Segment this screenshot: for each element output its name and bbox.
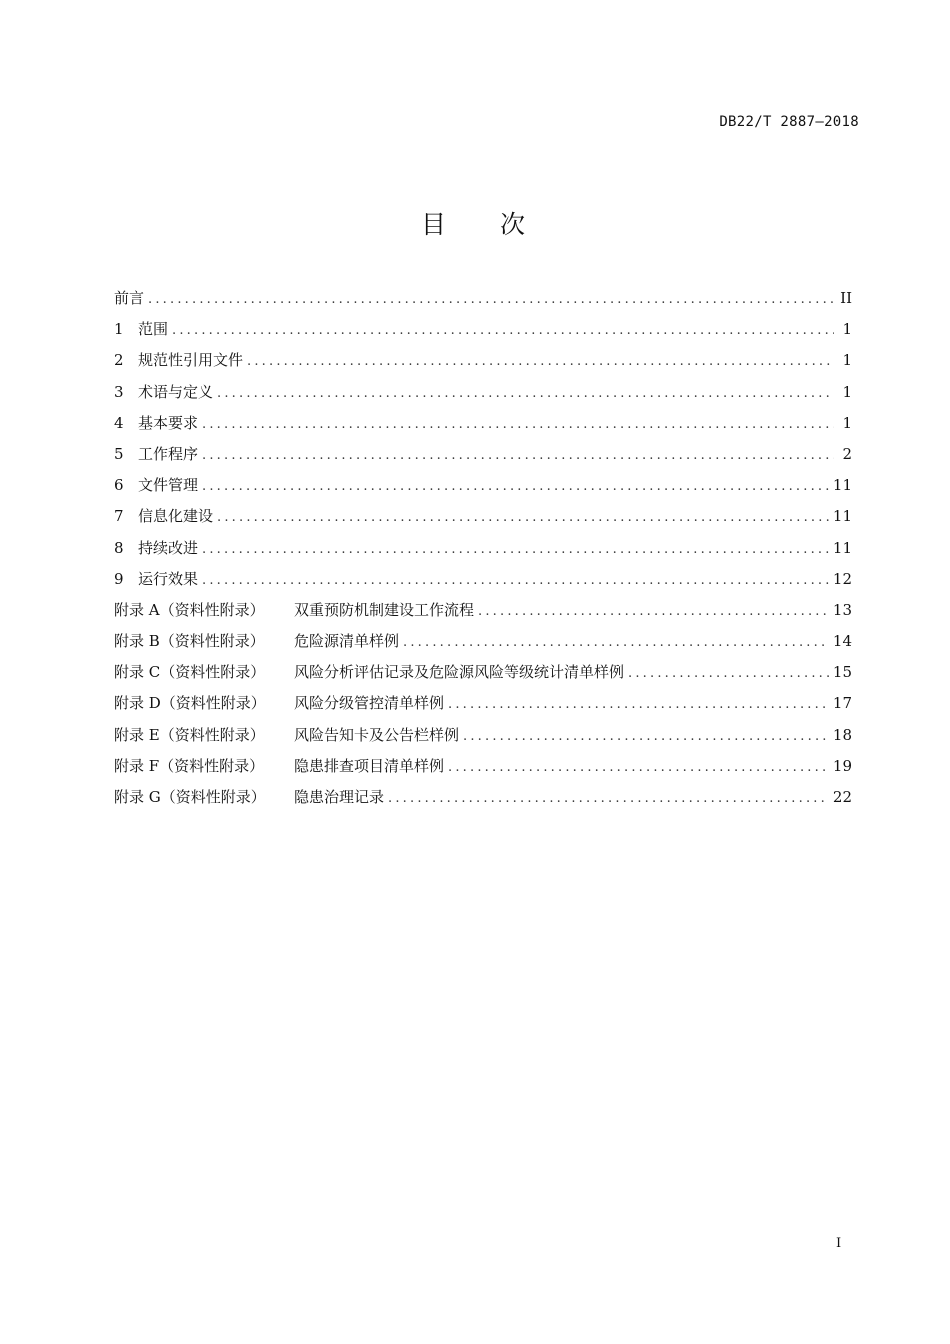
toc-entry-label: 持续改进 <box>138 538 199 557</box>
document-code: DB22/T 2887—2018 <box>719 114 859 130</box>
toc-entry-5[interactable] <box>114 443 852 474</box>
toc-leader-dots <box>202 479 829 494</box>
toc-entry-page: 18 <box>832 725 852 744</box>
toc-leader-dots <box>247 354 834 369</box>
toc-entry-label: 范围 <box>138 320 169 339</box>
toc-appendix-prefix: 附录 C（资料性附录） <box>114 663 266 682</box>
toc-appendix-prefix: 附录 F（资料性附录） <box>114 756 265 775</box>
toc-leader-dots <box>628 666 829 681</box>
toc-entry-page: II <box>840 289 852 307</box>
page-number: I <box>836 1236 842 1251</box>
toc-entry-1[interactable] <box>114 318 852 349</box>
toc-entry-page: 22 <box>832 788 852 806</box>
toc-entry-appendix-c[interactable] <box>114 661 852 692</box>
toc-entry-page: 17 <box>832 694 852 713</box>
toc-entry-page: 1 <box>842 320 852 339</box>
toc-entry-number: 8 <box>114 538 124 557</box>
toc-entry-page: 11 <box>832 507 852 526</box>
toc-entry-page: 1 <box>842 351 852 370</box>
toc-entry-appendix-b[interactable] <box>114 630 852 661</box>
toc-entry-2[interactable] <box>114 349 852 380</box>
toc-entry-page: 11 <box>832 476 852 495</box>
toc-entry-label: 双重预防机制建设工作流程 <box>294 600 475 619</box>
toc-entry-label: 前言 <box>114 289 145 307</box>
toc-entry-label: 隐患排查项目清单样例 <box>294 756 445 775</box>
toc-leader-dots <box>202 417 834 432</box>
toc-entry-page: 2 <box>842 444 852 463</box>
toc-entry-label: 术语与定义 <box>138 382 214 401</box>
toc-entry-number: 6 <box>114 476 124 495</box>
toc-entry-number: 9 <box>114 569 124 588</box>
toc-entry-appendix-g[interactable] <box>114 786 852 817</box>
toc-entry-foreword[interactable] <box>114 287 852 318</box>
toc-entry-appendix-a[interactable] <box>114 599 852 630</box>
toc-entry-number: 7 <box>114 507 124 526</box>
toc-leader-dots <box>448 760 829 775</box>
toc-entry-label: 隐患治理记录 <box>294 788 385 806</box>
toc-entry-page: 19 <box>832 756 852 775</box>
toc-leader-dots <box>463 729 829 744</box>
toc-entry-appendix-d[interactable] <box>114 692 852 723</box>
toc-leader-dots <box>478 604 829 619</box>
toc-leader-dots <box>217 386 834 401</box>
toc-entry-3[interactable] <box>114 381 852 412</box>
toc-entry-page: 1 <box>842 382 852 401</box>
toc-leader-dots <box>388 791 829 806</box>
toc-appendix-prefix: 附录 A（资料性附录） <box>114 600 265 619</box>
toc-leader-dots <box>202 573 829 588</box>
toc-title-right: 次 <box>500 210 530 239</box>
toc-entry-page: 15 <box>832 663 852 682</box>
toc-leader-dots <box>148 292 834 307</box>
toc-leader-dots <box>172 323 834 338</box>
toc-entry-number: 2 <box>114 351 124 370</box>
toc-entry-8[interactable] <box>114 537 852 568</box>
toc-leader-dots <box>202 542 829 557</box>
toc-leader-dots <box>202 448 834 463</box>
toc-entry-label: 风险分析评估记录及危险源风险等级统计清单样例 <box>294 663 625 682</box>
toc-entry-page: 1 <box>842 413 852 432</box>
toc-entry-6[interactable] <box>114 474 852 505</box>
toc-entry-appendix-e[interactable] <box>114 724 852 755</box>
toc-entry-page: 14 <box>832 632 852 651</box>
toc-entry-7[interactable] <box>114 505 852 536</box>
toc-entry-label: 工作程序 <box>138 444 199 463</box>
toc-entry-4[interactable] <box>114 412 852 443</box>
toc-entry-label: 文件管理 <box>138 476 199 495</box>
toc-entry-number: 5 <box>114 444 124 463</box>
toc-entry-number: 3 <box>114 382 124 401</box>
toc-leader-dots <box>217 510 829 525</box>
toc-entry-label: 运行效果 <box>138 569 199 588</box>
toc-title <box>0 205 950 241</box>
toc-leader-dots <box>448 697 829 712</box>
toc-entry-label: 规范性引用文件 <box>138 351 244 370</box>
table-of-contents <box>114 287 852 817</box>
toc-appendix-prefix: 附录 B（资料性附录） <box>114 632 265 651</box>
toc-entry-page: 12 <box>832 569 852 588</box>
toc-entry-page: 13 <box>832 600 852 619</box>
toc-entry-label: 基本要求 <box>138 413 199 432</box>
toc-entry-label: 危险源清单样例 <box>294 632 400 651</box>
toc-title-left: 目 <box>420 210 450 239</box>
toc-entry-appendix-f[interactable] <box>114 755 852 786</box>
toc-entry-number: 4 <box>114 413 124 432</box>
toc-entry-label: 风险分级管控清单样例 <box>294 694 445 713</box>
toc-entry-number: 1 <box>114 320 124 339</box>
toc-leader-dots <box>403 635 829 650</box>
toc-appendix-prefix: 附录 G（资料性附录） <box>114 788 266 806</box>
toc-entry-9[interactable] <box>114 568 852 599</box>
toc-appendix-prefix: 附录 E（资料性附录） <box>114 725 265 744</box>
toc-appendix-prefix: 附录 D（资料性附录） <box>114 694 266 713</box>
toc-entry-label: 信息化建设 <box>138 507 214 526</box>
toc-entry-page: 11 <box>832 538 852 557</box>
toc-entry-label: 风险告知卡及公告栏样例 <box>294 725 460 744</box>
